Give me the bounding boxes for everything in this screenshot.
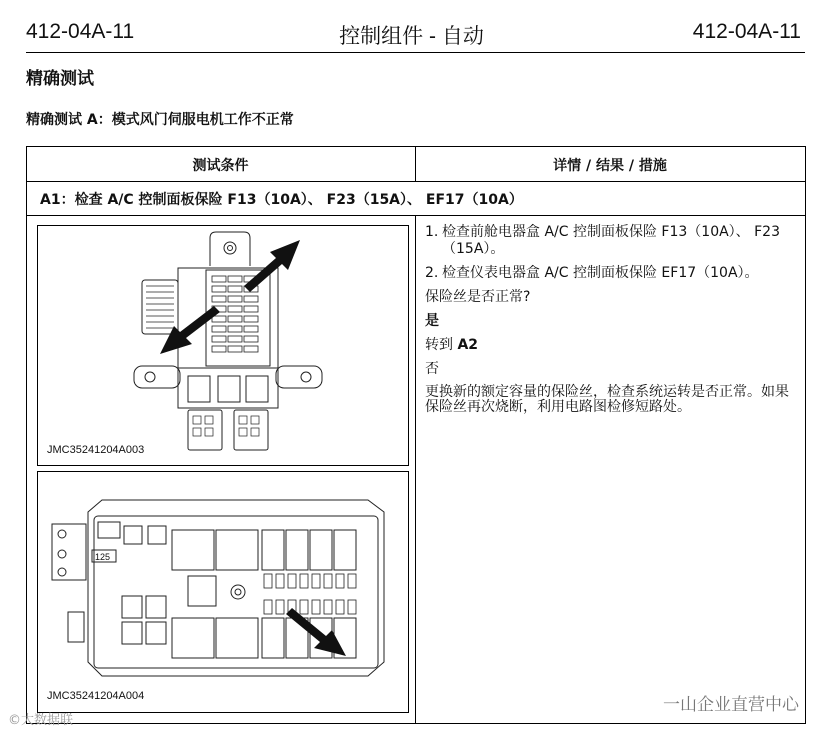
test-title: 精确测试 A：模式风门伺服电机工作不正常 <box>26 112 294 128</box>
yes-action-prefix: 转到 <box>425 337 458 353</box>
fuse-box-illustration-1 <box>38 226 408 465</box>
step-2-number: 2. <box>425 265 439 281</box>
col-header-details: 详情 / 结果 / 措施 <box>553 158 667 174</box>
no-action: 更换新的额定容量的保险丝，检查系统运转是否正常。如果保险丝再次烧断，利用电路图检修短路处。 <box>425 384 789 415</box>
figure2-caption: JMC35241204A004 <box>47 690 145 702</box>
figure-front-fuse-box <box>37 225 409 466</box>
header-page-number-left: 412-04A-11 <box>26 20 135 43</box>
table-left-border <box>26 146 27 724</box>
step-1-text: 检查前舱电器盒 A/C 控制面板保险 F13（10A）、 F23 （15A）。 <box>442 224 780 257</box>
header-rule <box>26 52 805 53</box>
watermark-left: ©大数据联 <box>8 713 74 728</box>
step-2 <box>425 265 797 282</box>
details-column <box>425 224 797 422</box>
figure-instrument-fuse-box <box>37 471 409 713</box>
header-page-number-right: 412-04A-11 <box>692 20 801 43</box>
table-top-border <box>26 146 806 147</box>
indicator-arrow-upper <box>244 240 300 292</box>
table-right-border <box>805 146 806 724</box>
figure1-caption: JMC35241204A003 <box>47 444 145 456</box>
step-a1-heading: A1：检查 A/C 控制面板保险 F13（10A）、 F23（15A）、 EF17（10A） <box>40 192 523 208</box>
yes-action <box>425 337 797 354</box>
watermark-right: 一山企业直营中心 <box>663 695 799 715</box>
step-1-number: 1. <box>425 224 439 240</box>
section-title: 精确测试 <box>26 69 94 89</box>
no-label: 否 <box>425 361 439 377</box>
yes-action-target: A2 <box>457 337 479 353</box>
table-a1-divider <box>26 215 806 216</box>
yes-label: 是 <box>425 313 439 329</box>
indicator-arrow-lower <box>160 306 220 354</box>
indicator-arrow-ef17 <box>286 608 346 656</box>
header-chapter-title: 控制组件 - 自动 <box>339 25 484 48</box>
table-header-divider <box>26 181 806 182</box>
table-body-col-divider <box>415 215 416 724</box>
step-2-text: 检查仪表电器盒 A/C 控制面板保险 EF17（10A）。 <box>442 265 759 281</box>
result-question: 保险丝是否正常? <box>425 289 531 305</box>
step-1 <box>425 224 797 258</box>
fuse-box-illustration-2 <box>38 472 408 712</box>
table-bottom-border <box>26 723 806 724</box>
fuse-label-125: 125 <box>95 552 111 562</box>
col-header-test-conditions: 测试条件 <box>192 158 249 174</box>
